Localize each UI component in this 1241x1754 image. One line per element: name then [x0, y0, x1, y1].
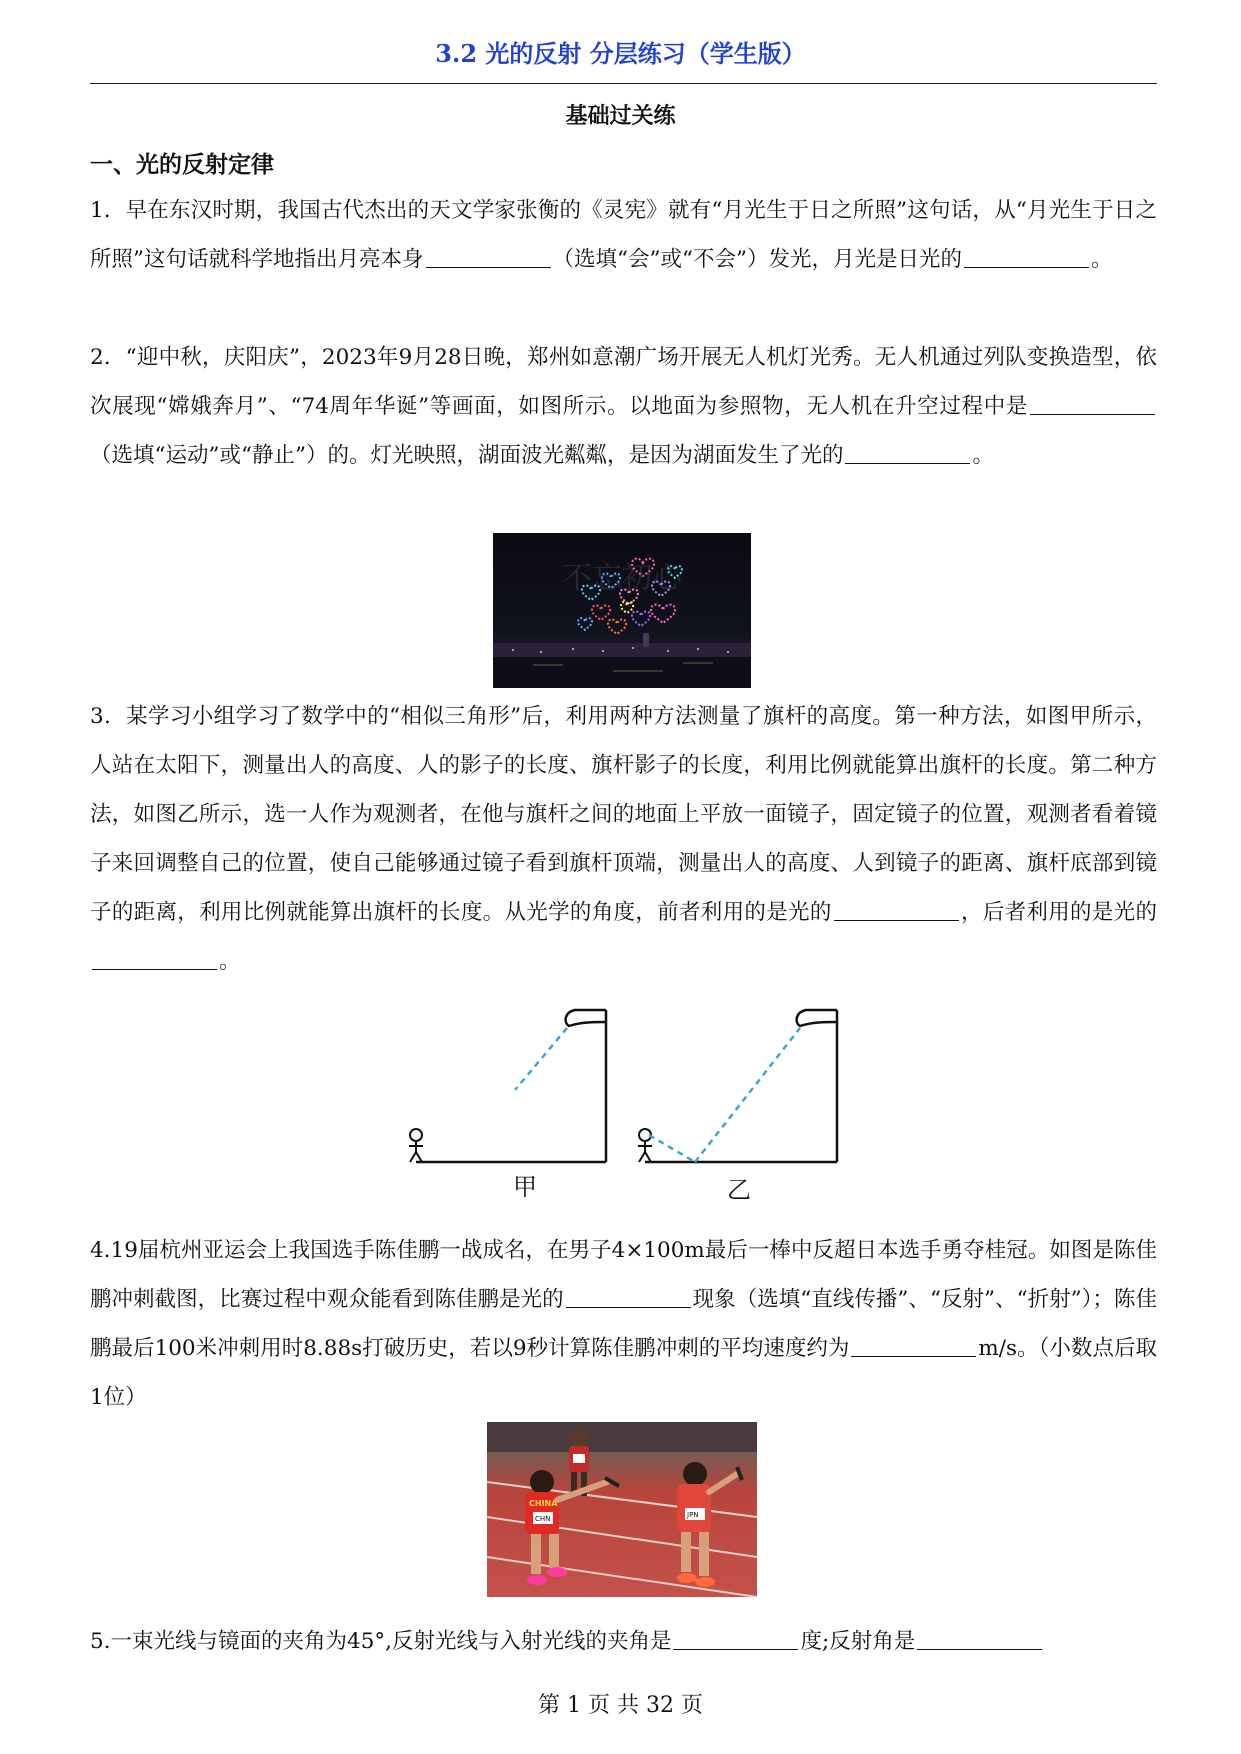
relay-race-photo [487, 1422, 757, 1597]
shirt-text-china: CHINA [529, 1499, 558, 1508]
question-3-text-b: ，后者利用的是光的 [960, 900, 1157, 925]
page-title: 3.2 光的反射 分层练习（学生版） [435, 39, 806, 68]
question-4-text-a: 4.19届杭州亚运会上我国选手陈佳鹏一战成名，在男子4×100m最后一棒中反超日本选手勇夺桂冠。如图是陈佳鹏冲刺截图，比赛过程中观众能看到陈佳鹏是光的 [90, 1238, 1157, 1312]
answer-blank-3b[interactable] [92, 943, 217, 970]
tower [643, 633, 649, 647]
drone-show-photo [493, 533, 751, 688]
question-3-text-a: 3．某学习小组学习了数学中的“相似三角形”后，利用两种方法测量了旗杆的高度。第一种方法，如图甲所示，人站在太阳下，测量出人的高度、人的影子的长度、旗杆影子的长度，利用比例就能算出旗杆的长度。第二种方法，如图乙所示，选一人作为观测者，在他与旗杆之间的地面上平放一面镜子，固定镜子的位置，观测者看着镜子来回调整自己的位置，使自己能够通过镜子看到旗杆顶端，测量出人的高度、人到镜子的距离、旗杆底部到镜子的距离，利用比例就能算出旗杆的长度。从光学的角度，前者利用的是光的 [90, 704, 1157, 925]
heart-10 [651, 605, 675, 623]
flag-b [797, 1010, 837, 1026]
answer-blank-2a[interactable] [1030, 388, 1155, 415]
runner-japan [677, 1462, 742, 1587]
heart-7 [592, 605, 610, 620]
answer-blank-5a[interactable] [673, 1623, 798, 1650]
heart-9 [632, 611, 650, 626]
page-footer: 第 1 页 共 32 页 [538, 1693, 703, 1718]
question-3-text-c: 。 [219, 949, 241, 974]
runner-background [569, 1428, 589, 1496]
section-heading: 一、光的反射定律 [90, 151, 274, 178]
sun-ray-a [515, 1028, 567, 1090]
question-1 [90, 186, 1157, 284]
question-2-text-b: （选填“运动”或“静止”）的。灯光映照，湖面波光粼粼，是因为湖面发生了光的 [90, 443, 844, 468]
label-jia: 甲 [513, 1173, 537, 1201]
lake-surface [493, 657, 751, 688]
diagram-yi [638, 1010, 837, 1204]
person-body-b [638, 1141, 652, 1162]
heart-12 [621, 602, 633, 613]
label-yi: 乙 [727, 1176, 751, 1204]
question-1-text-b: （选填“会”或“不会”）发光，月光是日光的 [552, 247, 962, 272]
flag-a [566, 1010, 606, 1026]
heart-8 [608, 619, 626, 634]
question-4 [90, 1226, 1157, 1422]
answer-blank-1a[interactable] [426, 241, 551, 268]
answer-blank-1b[interactable] [964, 241, 1089, 268]
heart-11 [578, 618, 592, 630]
drone-watermark-text: 不忘初心 [562, 561, 682, 596]
question-2-text-a: 2．“迎中秋，庆阳庆”，2023年9月28日晚，郑州如意潮广场开展无人机灯光秀。无人机通过列队变换造型，依次展现“嫦娥奔月”、“74周年华诞”等画面，如图所示。以地面为参照物，无人机在升空过程中是 [90, 345, 1157, 419]
question-2 [90, 333, 1157, 480]
person-head-a [410, 1129, 422, 1141]
reflected-ray-b [649, 1135, 695, 1162]
incident-ray-b [695, 1028, 800, 1162]
question-4-text-c: m/s。（小数点后取1位） [90, 1336, 1158, 1410]
question-4-text-b: 现象（选填“直线传播”、“反射”、“折射”）；陈佳鹏最后100米冲刺用时8.88s打破历史，若以9秒计算陈佳鹏冲刺的平均速度约为 [90, 1287, 1157, 1361]
answer-blank-5b[interactable] [917, 1623, 1042, 1650]
person-body-a [409, 1141, 423, 1162]
title-divider [90, 83, 1157, 84]
diagram-jia [409, 1010, 606, 1201]
question-1-text-a: 1．早在东汉时期，我国古代杰出的天文学家张衡的《灵宪》就有“月光生于日之所照”这句话，从“月光生于日之所照”这句话就科学地指出月亮本身 [90, 198, 1157, 272]
question-5-text-a: 5.一束光线与镜面的夹角为45°,反射光线与入射光线的夹角是 [90, 1629, 672, 1654]
stands [487, 1422, 757, 1452]
bib-chn: CHN [535, 1515, 551, 1523]
bib-jpn: JPN [687, 1511, 699, 1519]
question-2-text-c: 。 [972, 443, 994, 468]
flagpole-diagram [395, 990, 855, 1210]
city-skyline [493, 643, 751, 657]
drone-show-graphic [493, 533, 751, 688]
answer-blank-2b[interactable] [845, 437, 970, 464]
answer-blank-4a[interactable] [566, 1281, 691, 1308]
relay-race-graphic [487, 1422, 757, 1597]
question-5-text-b: 度;反射角是 [800, 1629, 916, 1654]
answer-blank-3a[interactable] [834, 894, 959, 921]
answer-blank-4b[interactable] [851, 1330, 976, 1357]
question-3 [90, 692, 1157, 986]
level-title: 基础过关练 [565, 103, 676, 129]
question-5 [90, 1617, 1157, 1666]
question-1-text-c: 。 [1090, 247, 1113, 272]
